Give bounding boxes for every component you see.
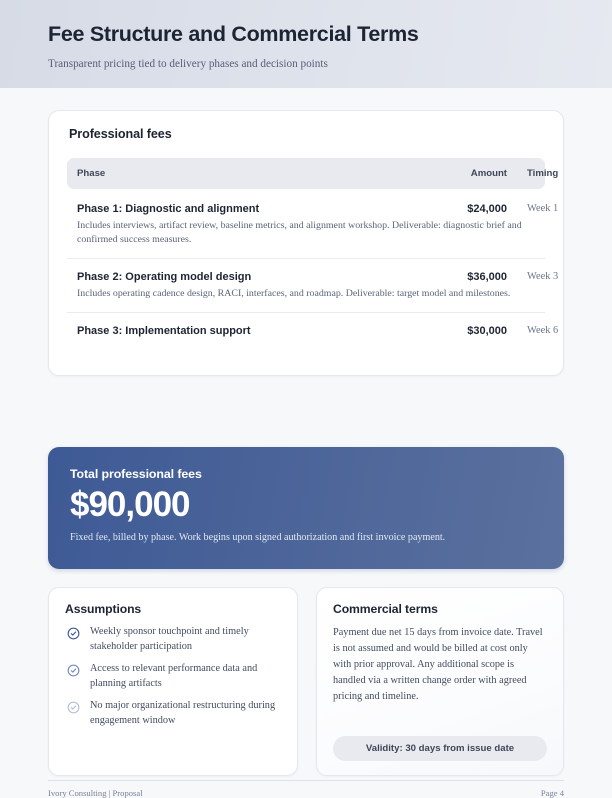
table-row-description	[67, 215, 545, 259]
phase-description: Includes interviews, artifact review, baseline metrics, and alignment workshop. Deliverable: diagnostic brief and confirmed success measures.	[77, 220, 522, 246]
phase-amount: $24,000	[467, 203, 507, 215]
phase-timing: Week 1	[527, 203, 559, 214]
total-fees-note: Fixed fee, billed by phase. Work begins upon signed authorization and first invoice payment.	[70, 532, 446, 544]
commercial-terms-heading: Commercial terms	[333, 602, 438, 616]
fee-table-header	[67, 158, 559, 189]
total-fees-label: Total professional fees	[70, 467, 202, 481]
phase-amount: $30,000	[387, 313, 517, 338]
circle-check-icon	[67, 664, 80, 677]
table-row	[67, 259, 545, 284]
professional-fees-heading: Professional fees	[69, 127, 172, 141]
phase-name: Phase 1: Diagnostic and alignment	[77, 203, 260, 215]
assumption-text: Weekly sponsor touchpoint and timely stakeholder participation	[90, 626, 249, 652]
column-header-timing: Timing	[517, 158, 545, 189]
circle-check-icon	[67, 627, 80, 640]
page-subtitle: Transparent pricing tied to delivery phases and decision points	[48, 57, 328, 70]
assumption-text: No major organizational restructuring during engagement window	[90, 699, 276, 726]
footer-left-text: Ivory Consulting | Proposal	[48, 788, 143, 798]
validity-badge: Validity: 30 days from issue date	[333, 736, 547, 761]
phase-timing: Week 3	[517, 259, 545, 284]
column-header-phase: Phase	[67, 158, 387, 189]
page-title: Fee Structure and Commercial Terms	[48, 22, 419, 46]
column-header-amount: Amount	[387, 158, 517, 189]
phase-name: Phase 2: Operating model design	[67, 259, 387, 284]
list-item	[65, 699, 281, 729]
fee-table	[67, 158, 559, 338]
phase-name: Phase 3: Implementation support	[67, 313, 387, 338]
phase-timing: Week 6	[517, 313, 545, 338]
phase-description: Includes operating cadence design, RACI, interfaces, and roadmap. Deliverable: target model and milestones.	[77, 288, 511, 300]
page-header	[0, 0, 612, 88]
table-row	[67, 189, 545, 215]
fee-table-body	[67, 189, 559, 338]
commercial-terms-card	[316, 587, 564, 776]
assumptions-list	[65, 625, 281, 729]
commercial-terms-body: Payment due net 15 days from invoice date. Travel is not assumed and would be billed at cost only with prior approval. Any additional scope is handled via a written change order with agreed pricing and timeline.	[333, 627, 543, 702]
assumption-text: Access to relevant performance data and planning artifacts	[90, 662, 258, 689]
fee-table-header-row	[67, 158, 545, 189]
assumptions-heading: Assumptions	[65, 602, 142, 616]
table-row-description	[67, 283, 545, 313]
total-fees-amount: $90,000	[70, 485, 190, 524]
footer-page-number: Page 4	[540, 788, 564, 798]
list-item	[65, 662, 281, 692]
phase-amount: $36,000	[387, 259, 517, 284]
list-item	[65, 625, 281, 655]
total-fees-banner	[48, 447, 564, 569]
professional-fees-card	[48, 110, 564, 376]
page-footer	[48, 780, 564, 798]
assumptions-card	[48, 587, 298, 776]
circle-check-icon	[67, 701, 80, 714]
table-row	[67, 313, 545, 338]
